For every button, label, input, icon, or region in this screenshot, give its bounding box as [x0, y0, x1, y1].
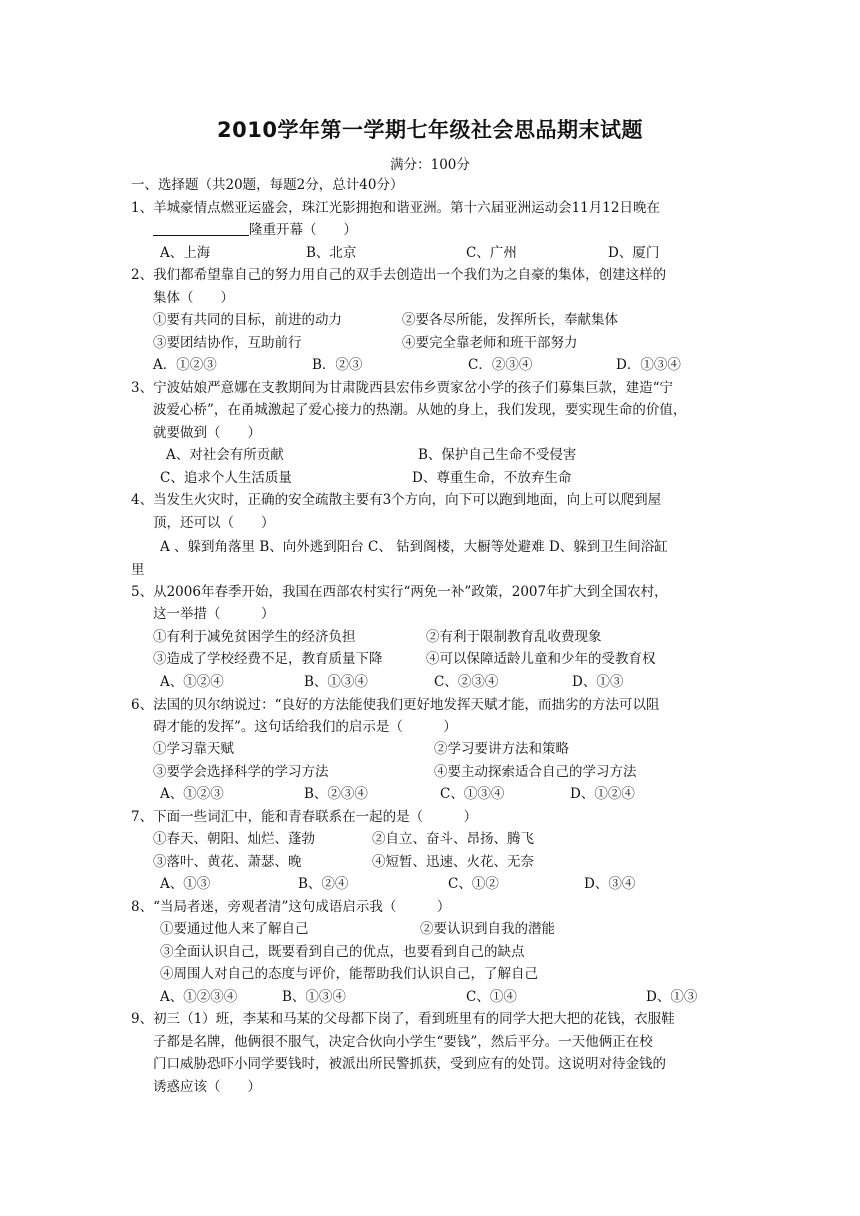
q9-line2: 子都是名牌，他俩很不服气，决定合伙向小学生“要钱”，然后平分。一天他俩正在校 [153, 1034, 653, 1050]
q2-option-b: B．②③ [312, 357, 363, 373]
exam-title: 2010学年第一学期七年级社会思品期末试题 [217, 118, 643, 142]
q3-option-b: B、保护自己生命不受侵害 [418, 447, 577, 463]
q7-option-a: A、①③ [160, 876, 211, 892]
q3-option-d: D、尊重生命，不放弃生命 [412, 470, 572, 486]
q7-line1: 7、下面一些词汇中，能和青春联系在一起的是（ ） [131, 809, 478, 825]
q8-statement-3: ③全面认识自己，既要看到自己的优点，也要看到自己的缺点 [160, 944, 525, 960]
q6-option-d: D、①②④ [570, 786, 635, 802]
q8-statement-4: ④周围人对自己的态度与评价，能帮助我们认识自己，了解自己 [160, 966, 538, 982]
q2-option-c: C．②③④ [468, 357, 533, 373]
q8-line1: 8、“当局者迷，旁观者清”这句成语启示我（ ） [131, 899, 451, 915]
q5-statement-2: ②有利于限制教育乱收费现象 [426, 629, 602, 645]
q1-line1: 1、羊城豪情点燃亚运盛会，珠江光影拥抱和谐亚洲。第十六届亚洲运动会11月12日晚在 [131, 200, 660, 216]
q6-statement-1: ①学习靠天赋 [153, 741, 234, 757]
q3-line2: 波爱心桥”，在甬城激起了爱心接力的热潮。从她的身上，我们发现，要实现生命的价值， [153, 402, 687, 418]
q6-statement-2: ②学习要讲方法和策略 [434, 741, 569, 757]
q5-option-c: C、②③④ [434, 674, 499, 690]
answer-blank [153, 221, 249, 236]
q7-statement-3: ③落叶、黄花、萧瑟、晚 [153, 854, 302, 870]
q3-line1: 3、宁波姑娘严意娜在支教期间为甘肃陇西县宏伟乡贾家岔小学的孩子们募集巨款，建造“宁 [131, 380, 673, 396]
q6-option-a: A、①②③ [160, 786, 224, 802]
q5-line2: 这一举措（ ） [153, 606, 275, 622]
q3-option-c: C、追求个人生活质量 [160, 470, 292, 486]
section-heading: 一、选择题（共20题，每题2分，总计40分） [131, 177, 404, 193]
q8-option-a: A、①②③④ [160, 989, 238, 1005]
q4-line2: 顶，还可以（ ） [153, 515, 275, 531]
q5-statement-1: ①有利于减免贫困学生的经济负担 [153, 629, 356, 645]
q7-statement-1: ①春天、朝阳、灿烂、蓬勃 [153, 831, 315, 847]
q5-statement-4: ④可以保障适龄儿童和少年的受教育权 [426, 651, 656, 667]
q2-option-a: A．①②③ [153, 357, 217, 373]
q2-line2: 集体（ ） [153, 290, 234, 306]
q2-line1: 2、我们都希望靠自己的努力用自己的双手去创造出一个我们为之自豪的集体，创建这样的 [131, 267, 667, 283]
q9-line1: 9、初三（1）班，李某和马某的父母都下岗了，看到班里有的同学大把大把的花钱，衣服鞋 [131, 1011, 675, 1027]
q4-line1: 4、当发生火灾时，正确的安全疏散主要有3个方向，向下可以跑到地面，向上可以爬到屋 [131, 492, 662, 508]
q7-statement-2: ②自立、奋斗、昂扬、腾飞 [372, 831, 534, 847]
q7-option-c: C、①② [448, 876, 499, 892]
q6-statement-3: ③要学会选择科学的学习方法 [153, 764, 329, 780]
q9-line3: 门口威胁恐吓小同学要钱时，被派出所民警抓获，受到应有的处罚。这说明对待金钱的 [153, 1056, 666, 1072]
q7-statement-4: ④短暂、迅速、火花、无奈 [372, 854, 534, 870]
q4-line4: 里 [131, 562, 145, 578]
q5-option-d: D、①③ [572, 674, 624, 690]
q2-statement-1: ①要有共同的目标，前进的动力 [153, 312, 342, 328]
q6-line1: 6、法国的贝尔纳说过：“良好的方法能使我们更好地发挥天赋才能，而拙劣的方法可以阻 [131, 697, 660, 713]
q2-statement-4: ④要完全靠老师和班干部努力 [402, 335, 578, 351]
q5-option-b: B、①③④ [304, 674, 368, 690]
q2-statement-2: ②要各尽所能，发挥所长，奉献集体 [402, 312, 618, 328]
q4-options: A 、躲到角落里 B、向外逃到阳台 C、 钻到阁楼，大橱等处避难 D、躲到卫生间浴缸 [160, 539, 668, 555]
q6-option-b: B、②③④ [304, 786, 368, 802]
q5-statement-3: ③造成了学校经费不足，教育质量下降 [153, 651, 383, 667]
q3-line3: 就要做到（ ） [153, 425, 261, 441]
q8-statement-1: ①要通过他人来了解自己 [160, 921, 309, 937]
q8-option-d: D、①③ [646, 989, 698, 1005]
q7-option-b: B、②④ [298, 876, 349, 892]
q6-statement-4: ④要主动探索适合自己的学习方法 [434, 764, 637, 780]
q1-option-d: D、厦门 [608, 245, 660, 261]
q1-option-c: C、广州 [466, 245, 517, 261]
q2-statement-3: ③要团结协作，互助前行 [153, 335, 302, 351]
q6-line2: 碍才能的发挥”。这句话给我们的启示是（ ） [153, 719, 457, 735]
q8-option-c: C、①④ [466, 989, 517, 1005]
q5-option-a: A、①②④ [160, 674, 224, 690]
q1-option-b: B、北京 [306, 245, 357, 261]
q5-line1: 5、从2006年春季开始，我国在西部农村实行“两免一补”政策，2007年扩大到全国农村， [131, 584, 668, 600]
q8-statement-2: ②要认识到自我的潜能 [420, 921, 555, 937]
q9-line4: 诱惑应该（ ） [153, 1079, 261, 1095]
q8-option-b: B、①③④ [282, 989, 346, 1005]
q7-option-d: D、③④ [584, 876, 636, 892]
q6-option-c: C、①③④ [440, 786, 505, 802]
q1-line2: 隆重开幕（ ） [153, 221, 357, 239]
full-score: 满分：100分 [390, 157, 470, 173]
q2-option-d: D．①③④ [616, 357, 681, 373]
q1-option-a: A、上海 [160, 245, 211, 261]
q3-option-a: A、对社会有所贡献 [166, 447, 284, 463]
